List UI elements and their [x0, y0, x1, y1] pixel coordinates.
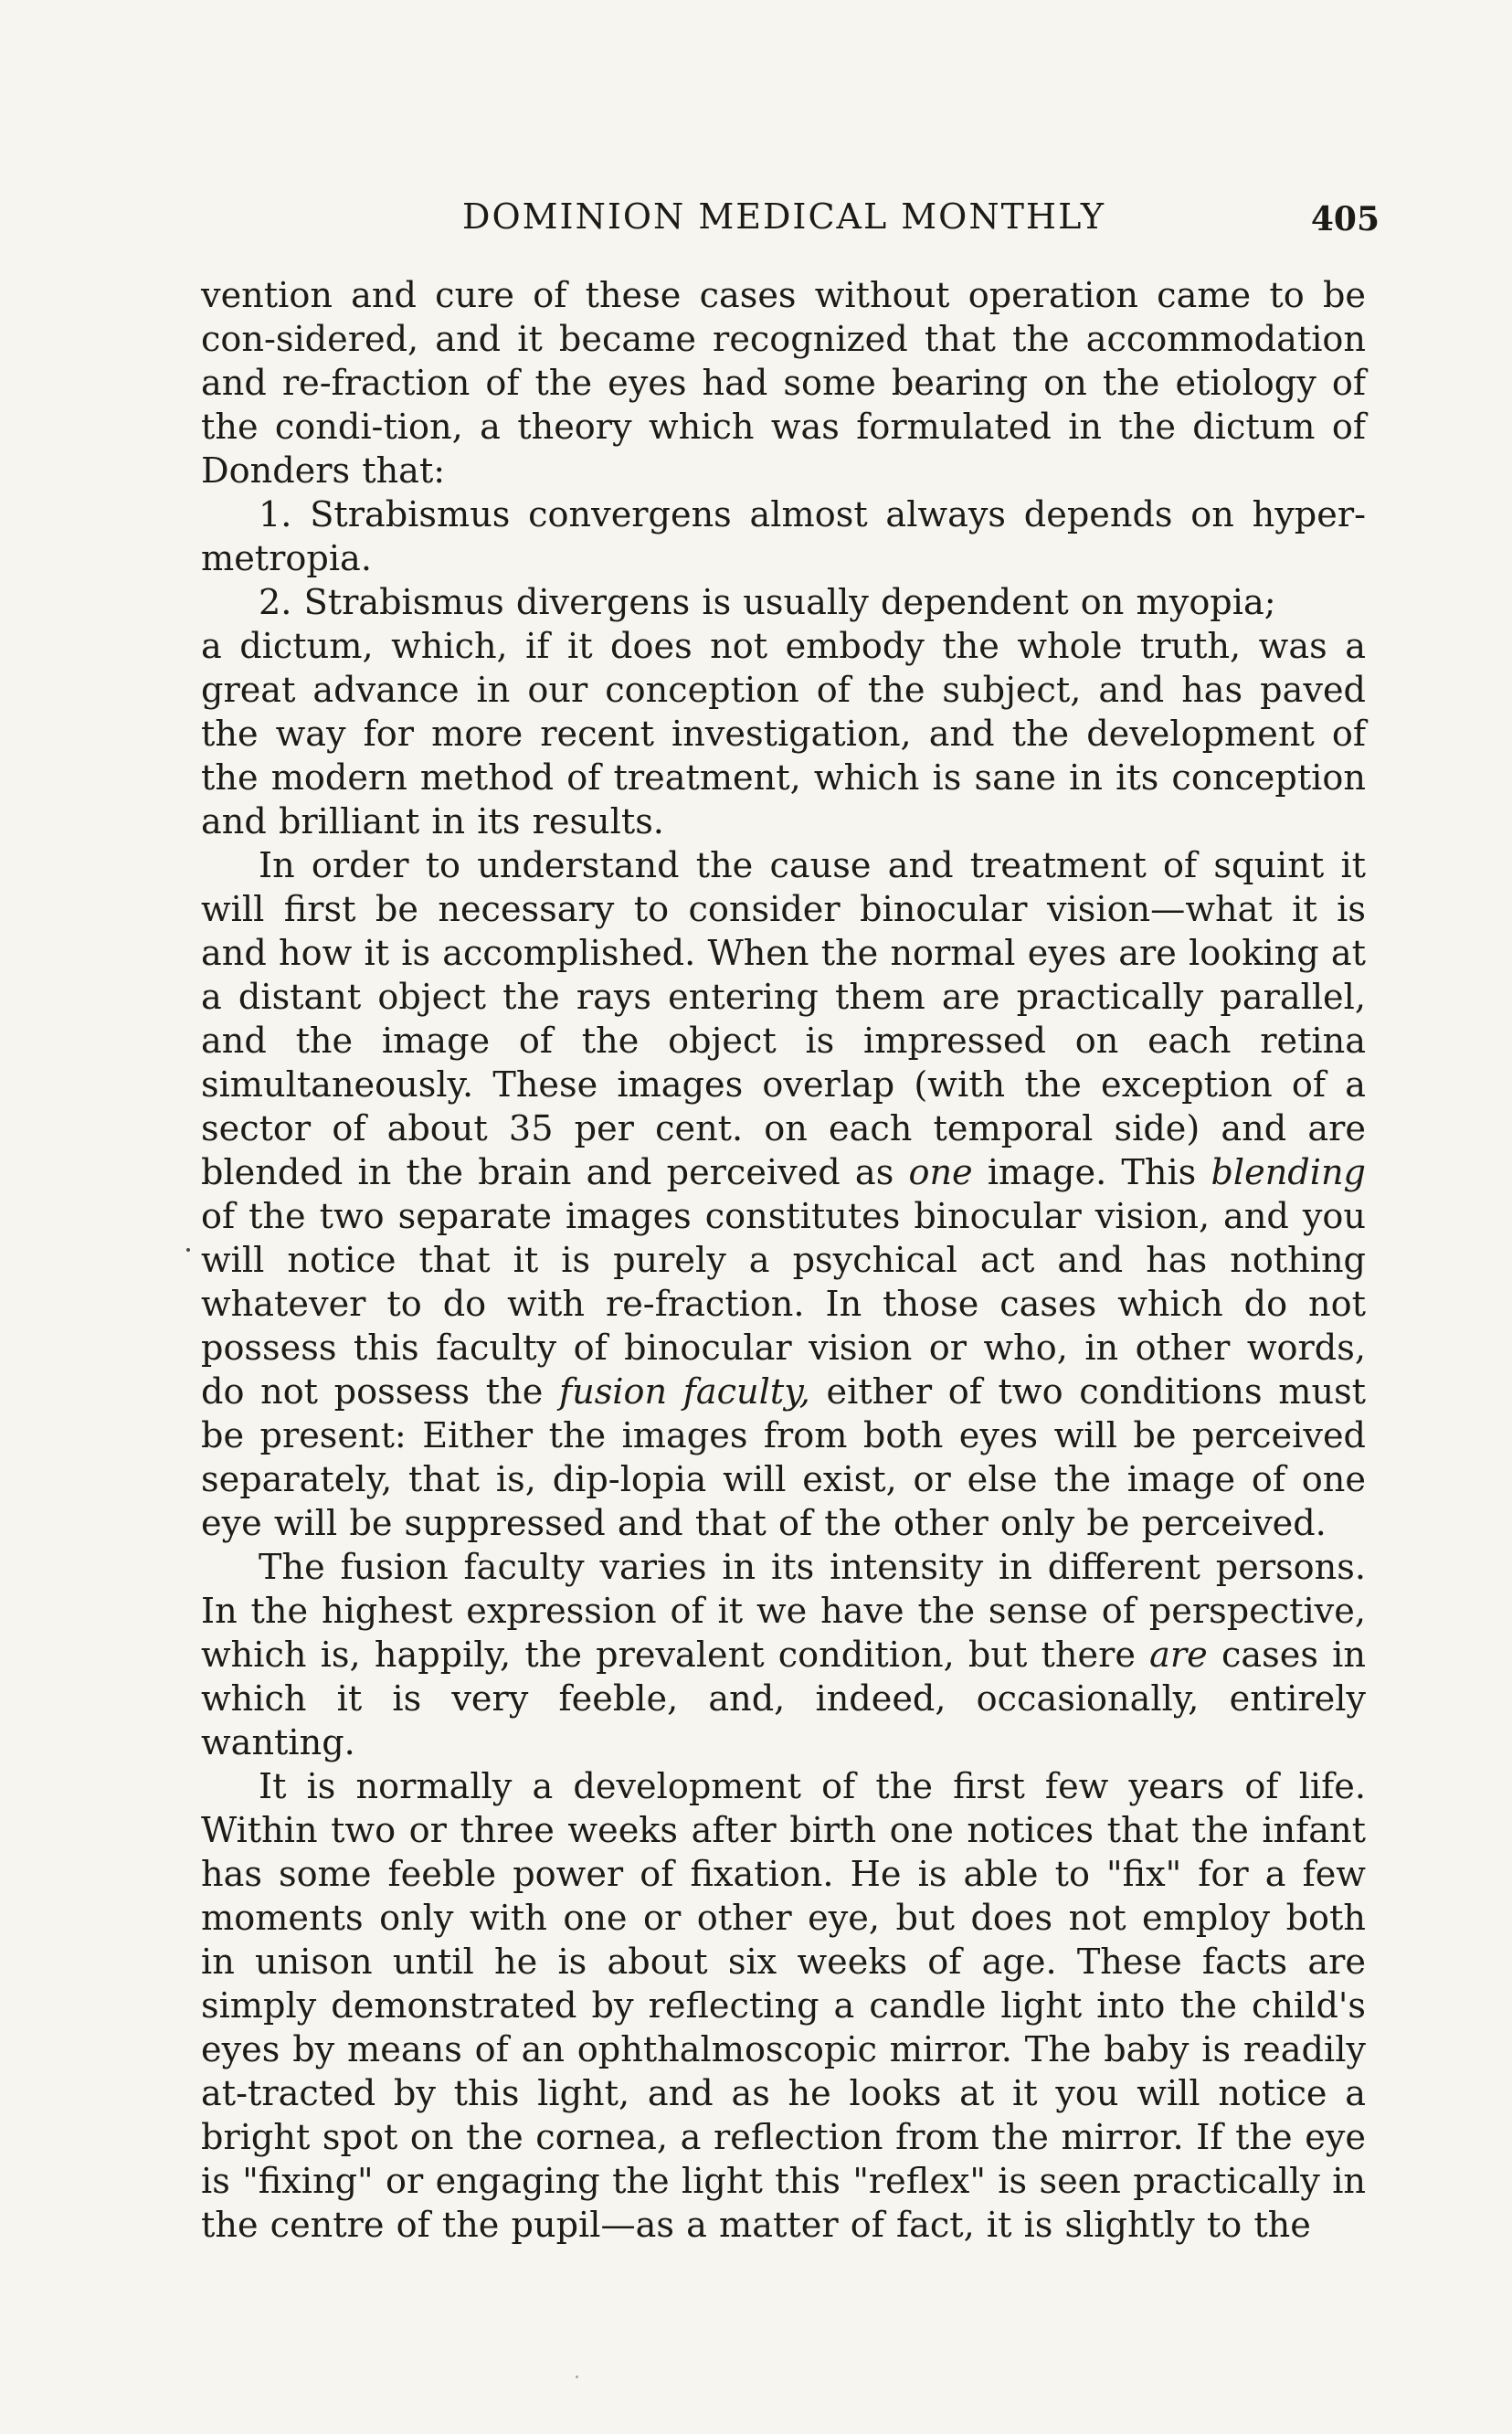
paragraph-2	[201, 625, 1366, 844]
paragraph-4-part-a: The fusion faculty varies in its intensity in different persons. In the highest expression of it we have the sense of perspective, which is, happily, the prevalent condition, but there	[201, 1548, 1366, 1676]
paragraph-5-text: It is normally a development of the first few years of life. Within two or three weeks after birth one notices that the infant has some feeble power of fixation. He is able to "fix" for a few moments only with one or other eye, but does not employ both in unison until he is about six weeks of age. These facts are simply demonstrated by reflecting a candle light into the child's eyes by means of an ophthalmoscopic mirror. The baby is readily at-tracted by this light, and as he looks at it you will notice a bright spot on the cornea, a reflection from the mirror. If the eye is "fixing" or engaging the light this "reflex" is seen practically in the centre of the pupil—as a matter of fact, it is slightly to the	[201, 1767, 1366, 2246]
running-head-title: DOMINION MEDICAL MONTHLY	[462, 196, 1105, 237]
paragraph-5	[201, 1765, 1366, 2248]
list-item-1-text: 1. Strabismus convergens almost always depends on hyper-metropia.	[201, 495, 1366, 579]
list-item-2	[201, 581, 1366, 625]
paragraph-4-emphasis-are: are	[1149, 1635, 1208, 1676]
paragraph-1-text: vention and cure of these cases without operation came to be con-sidered, and it became recognized that the accommodation and re-fraction of the eyes had some bearing on the etiology of the condi-tion, a theory which was formulated in the dictum of Donders that:	[201, 276, 1366, 492]
page-number: 405	[1310, 200, 1380, 238]
paragraph-3-part-a: In order to understand the cause and treatment of squint it will first be necessary to consider binocular vision—what it is and how it is accomplished. When the normal eyes are looking at a distant object the rays entering them are practically parallel, and the image of the object is impressed on each retina simultaneously. These images overlap (with the exception of a sector of about 35 per cent. on each temporal side) and are blended in the brain and perceived as	[201, 846, 1366, 1193]
paragraph-2-text: a dictum, which, if it does not embody the whole truth, was a great advance in our conception of the subject, and has paved the way for more recent investigation, and the development of the modern method of treatment, which is sane in its conception and brilliant in its results.	[201, 627, 1366, 842]
paragraph-3-part-d: either of two conditions must be present: Either the images from both eyes will be perceived separately, that is, dip-lopia will exist, or else the image of one eye will be suppressed and that of the other only be perceived.	[201, 1372, 1367, 1544]
margin-mark	[186, 1248, 190, 1252]
list-item-1	[201, 493, 1366, 581]
article-body	[201, 274, 1366, 2248]
paragraph-3	[201, 844, 1366, 1546]
page-speck	[576, 2376, 578, 2378]
paragraph-3-part-b: image. This	[972, 1153, 1211, 1193]
paragraph-1	[201, 274, 1366, 493]
paragraph-4	[201, 1546, 1366, 1765]
paragraph-3-emphasis-one: one	[908, 1153, 973, 1193]
paragraph-3-emphasis-blending: blending	[1211, 1153, 1366, 1193]
list-item-2-text: 2. Strabismus divergens is usually dependent on myopia;	[259, 583, 1276, 623]
paragraph-4-part-b: cases in which it is very feeble, and, indeed, occasionally, entirely wanting.	[201, 1635, 1366, 1763]
paragraph-3-part-c: of the two separate images constitutes binocular vision, and you will notice that it is purely a psychical act and has nothing whatever to do with re-fraction. In those cases which do not possess this faculty of binocular vision or who, in other words, do not possess the	[201, 1197, 1366, 1413]
paragraph-3-emphasis-fusion-faculty: fusion faculty,	[558, 1372, 810, 1413]
